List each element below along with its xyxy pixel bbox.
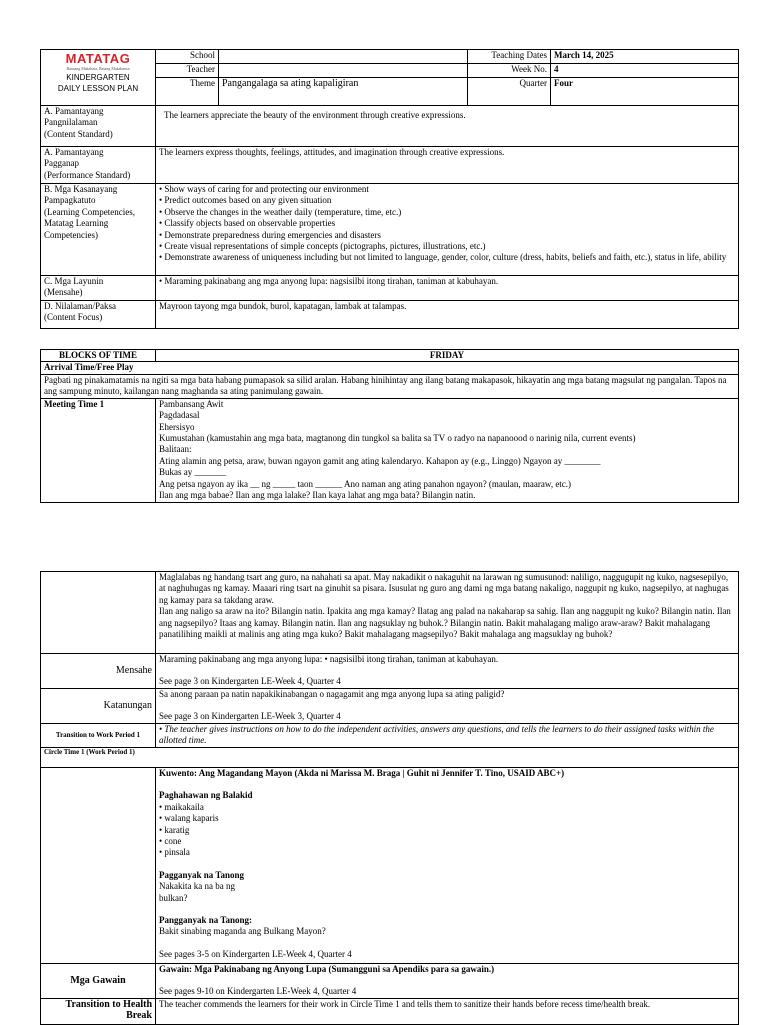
intro-content xyxy=(156,572,739,654)
quarter-value: Four xyxy=(551,78,739,106)
list-item: • Demonstrate preparedness during emergencies and disasters xyxy=(159,229,381,240)
week-value: 4 xyxy=(551,64,739,78)
circle-time-label: Circle Time 1 (Work Period 1) xyxy=(41,748,739,768)
list-item: Ehersisyo xyxy=(159,421,195,432)
list-item: • Show ways of caring for and protecting our environment xyxy=(159,184,369,194)
content-standard-label: A. Pamantayang Pangnilalaman (Content Standard) xyxy=(41,106,156,147)
list-item: Ilan ang mga babae? Ilan ang mga lalake? Ilan kaya lahat ang mga bata? Bilangin natin. xyxy=(159,490,476,501)
dates-value: March 14, 2025 xyxy=(551,50,739,64)
schedule-table xyxy=(40,349,739,503)
logo-block xyxy=(41,50,156,106)
content-focus-value: Mayroon tayong mga bundok, burol, kapatagan, lambak at talampas. xyxy=(156,301,739,329)
activities-table xyxy=(40,571,739,1025)
school-value xyxy=(219,50,468,64)
theme-label: Theme xyxy=(156,78,219,106)
list-item: Kumustahan (kamustahin ang mga bata, magtanong din tungkol sa balita sa TV o radyo na napanoood o narinig nila, current events) xyxy=(159,433,636,444)
day-header: FRIDAY xyxy=(156,350,739,362)
arrival-text: Pagbati ng pinakamatamis na ngiti sa mga bata habang pumapasok sa silid aralan. Habang hinihintay ang ilang batang makapasok, hikayatin ang mga batang magsulat ng pangalan. Tapos na ang sampung minuto, kailangan nang maghanda sa ating panimulang gawain. xyxy=(41,374,739,398)
pangganyak-title: Pangganyak na Tanong: xyxy=(159,915,253,926)
objectives-label: C. Mga Layunin (Mensahe) xyxy=(41,276,156,301)
intro-label-cell xyxy=(41,572,156,654)
katanungan-content: Sa anong paraan pa natin napakikinabangan o nagagamit ang mga anyong lupa sa ating paligid? See page 3 on Kindergarten LE-Week 3, Quarter 4 xyxy=(156,689,739,724)
list-item: Bukas ay _______ xyxy=(159,467,226,478)
pagganyak-title: Pagganyak na Tanong xyxy=(159,869,245,880)
performance-standard-value: The learners express thoughts, feelings, attitudes, and imagination through creative expressions. xyxy=(156,147,739,184)
quarter-label: Quarter xyxy=(468,78,551,106)
list-item: • Observe the changes in the weather daily (temperature, time, etc.) xyxy=(159,206,402,217)
intro-questions: Ilan ang naligo sa araw na ito? Bilangin natin. Ipakita ang mga kamay? Ilatag ang palad na nakaharap sa sahig. Ilan ang naggupit ng kuko? Bilangin natin. Ilan ang nagsepilyo? Itaas ang kamay. Bilangin natin. Ilan ang nagsuklay ng buhok.? Bilangin natin. Bakit mahalagang maligo araw-araw? Bakit mahalagang panatilihing maikli at malinis ang ating mga kuko? Bakit mahalagang magsepilyo? Bakit mahalaga ang magsuklay ng buhok? xyxy=(159,606,731,640)
list-item: Balitaan: xyxy=(159,444,192,455)
transition-work-period-text: • The teacher gives instructions on how to do the independent activities, answers any questions, and tells the learners to do their assigned tasks within the allotted time. xyxy=(156,724,739,748)
header-table xyxy=(40,49,739,329)
plan-title-line1: KINDERGARTEN xyxy=(66,73,130,82)
list-item: • pinsala xyxy=(159,847,190,858)
list-item: Ating alamin ang petsa, araw, buwan ngayon gamit ang ating kalendaryo. Kahapon ay (e.g., Linggo) Ngayon ay ________ xyxy=(159,455,601,466)
gawain-content: Gawain: Mga Pakinabang ng Anyong Lupa (Sumangguni sa Apendiks para sa gawain.) See pages 9-10 on Kindergarten LE-Week 4, Quarter 4 xyxy=(156,964,739,999)
list-item: Pambansang Awit xyxy=(159,398,224,409)
meeting-time-label: Meeting Time 1 xyxy=(41,398,156,502)
list-item: • Predict outcomes based on any given situation xyxy=(159,195,332,206)
transition-health-break-text: The teacher commends the learners for their work in Circle Time 1 and tells them to sanitize their hands before recess time/health break. xyxy=(156,998,739,1024)
objectives-value: • Maraming pakinabang ang mga anyong lupa: nagsisilbi itong tirahan, taniman at kabuhayan. xyxy=(156,276,739,301)
theme-value: Pangangalaga sa ating kapaligiran xyxy=(219,78,468,106)
transition-health-break-label: Transition to Health Break xyxy=(41,998,156,1024)
list-item: • maikakaila xyxy=(159,801,204,812)
teacher-value xyxy=(219,64,468,78)
list-item: • cone xyxy=(159,836,182,847)
list-item: • Create visual representations of simple concepts (pictographs, pictures, illustrations, etc.) xyxy=(159,241,486,252)
mensahe-label: Mensahe xyxy=(41,654,156,689)
mensahe-content: Maraming pakinabang ang mga anyong lupa: • nagsisilbi itong tirahan, taniman at kabuhayan. See page 3 on Kindergarten LE-Week 4, Quarter 4 xyxy=(156,654,739,689)
list-item: • Classify objects based on observable properties xyxy=(159,218,336,229)
performance-standard-label: A. Pamantayang Pagganap (Performance Standard) xyxy=(41,147,156,184)
kuwento-title: Kuwento: Ang Magandang Mayon (Akda ni Marissa M. Braga | Guhit ni Jennifer T. Tino, USAID ABC+) xyxy=(159,768,565,778)
content-standard-value: The learners appreciate the beauty of the environment through creative expressions. xyxy=(156,106,739,147)
competencies-list xyxy=(156,184,739,276)
kuwento-content: Kuwento: Ang Magandang Mayon (Akda ni Marissa M. Braga | Guhit ni Jennifer T. Tino, USAID ABC+) Paghahawan ng Balakid • maikakaila • walang kaparis • karatig • cone • pinsala Pagganyak na Tanong Nakakita ka na ba ng bulkan? Pangganyak na Tanong: Bakit sinabing maganda ang Bulkang Mayon? See pages 3-5 on Kindergarten LE-Week 4, Quarter 4 xyxy=(156,768,739,964)
week-label: Week No. xyxy=(468,64,551,78)
paghahawan-title: Paghahawan ng Balakid xyxy=(159,790,253,801)
list-item: • Demonstrate awareness of uniqueness including but not limited to language, gender, color, culture (dress, habits, beliefs and faith, etc.), status in life, ability xyxy=(159,252,727,263)
arrival-label: Arrival Time/Free Play xyxy=(41,362,739,374)
matatag-logo: MATATAG xyxy=(65,51,131,66)
blocks-of-time-header: BLOCKS OF TIME xyxy=(41,350,156,362)
teacher-label: Teacher xyxy=(156,64,219,78)
intro-paragraph: Maglalabas ng handang tsart ang guro, na nahahati sa apat. May nakadikit o nakaguhit na larawan ng sumusunod: naliligo, naggugupit ng kuko, nagsesepilyo, at naghuhugas ng kamay. Maaari ring tsart na ginuhit sa pisara. Isusulat ng guro ang dami ng mga batang nakaligo, naggupit ng kuko, nagsepilyo, at naghugas ng kamay para sa takdang araw. xyxy=(159,572,729,605)
mga-gawain-label: Mga Gawain xyxy=(41,964,156,999)
kuwento-reference: See pages 3-5 on Kindergarten LE-Week 4, Quarter 4 xyxy=(159,948,352,959)
katanungan-label: Katanungan xyxy=(41,689,156,724)
list-item: Pagdadasal xyxy=(159,410,200,421)
logo-tagline: Bansang Makabata, Batang Makabansa xyxy=(66,66,130,71)
content-focus-label: D. Nilalaman/Paksa (Content Focus) xyxy=(41,301,156,329)
competencies-label: B. Mga Kasanayang Pampagkatuto (Learning Competencies, Matatag Learning Competencies) xyxy=(41,184,156,276)
dates-label: Teaching Dates xyxy=(468,50,551,64)
school-label: School xyxy=(156,50,219,64)
plan-title-line2: DAILY LESSON PLAN xyxy=(57,84,139,93)
transition-work-period-label: Transition to Work Period 1 xyxy=(41,724,156,748)
kuwento-label-cell xyxy=(41,768,156,964)
list-item: • karatig xyxy=(159,824,190,835)
list-item: Ang petsa ngayon ay ika __ ng _____ taon ______ Ano naman ang ating panahon ngayon? (maulan, maaraw, etc.) xyxy=(159,478,572,489)
list-item: • walang kaparis xyxy=(159,813,219,824)
meeting-time-content xyxy=(156,398,739,502)
